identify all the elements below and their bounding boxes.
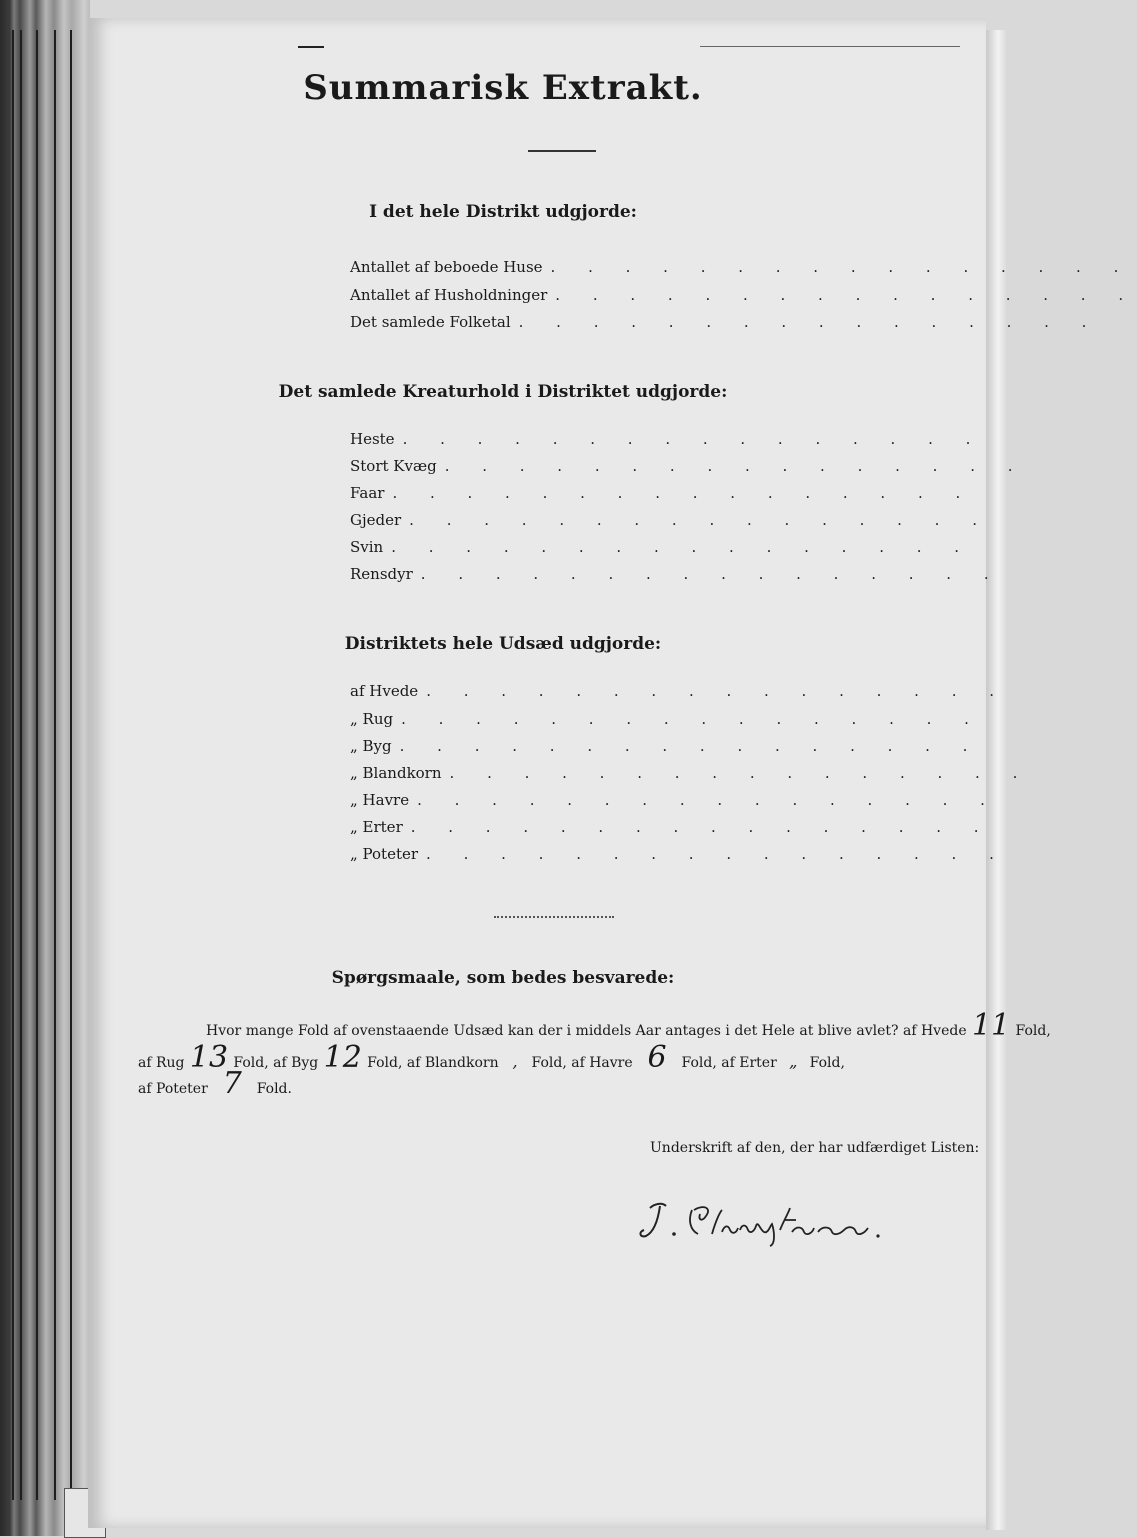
top-rule: [700, 46, 960, 47]
section-heading-seed: Distriktets hele Udsæd udgjorde:: [344, 634, 662, 654]
page-title: Summarisk Extrakt.: [303, 68, 703, 108]
question-line-1: Hvor mange Fold af ovenstaaende Udsæd kan der i middels Aar antages i det Hele at blive avlet? af Hvede 11 Fold,: [206, 1008, 1051, 1043]
top-rule: [298, 46, 324, 48]
list-item: „ Byg . . . . . . . . . . . . . . . .: [350, 737, 982, 755]
list-item: Rensdyr . . . . . . . . . . . . . . . .: [350, 565, 1003, 583]
section-heading-questions: Spørgsmaale, som bedes besvarede:: [331, 968, 675, 988]
list-item: Faar . . . . . . . . . . . . . . . .: [350, 484, 975, 502]
handwritten-signature: [632, 1190, 882, 1250]
title-rule: [528, 150, 596, 152]
handwritten-value: 6: [647, 1040, 667, 1075]
spine-line: [54, 30, 56, 1500]
list-item: „ Erter . . . . . . . . . . . . . . . .: [350, 818, 993, 836]
list-item: Det samlede Folketal . . . . . . . . . . . . . . . .: [350, 313, 1101, 331]
question-line-3: af Poteter 7 Fold.: [138, 1066, 292, 1101]
question-line-2: af Rug 13 Fold, af Byg 12 Fold, af Blandkorn , Fold, af Havre 6 Fold, af Erter „ Fold,: [138, 1040, 845, 1075]
list-item: Gjeder . . . . . . . . . . . . . . . .: [350, 511, 991, 529]
section-divider: [494, 912, 614, 918]
list-item: af Hvede . . . . . . . . . . . . . . . .: [350, 682, 1008, 700]
list-item: Antallet af Husholdninger . . . . . . . . . . . . . . . .: [350, 286, 1137, 304]
list-item: „ Rug . . . . . . . . . . . . . . . .: [350, 710, 983, 728]
spine-line: [70, 30, 72, 1500]
handwritten-value: 13: [189, 1040, 229, 1075]
handwritten-value: 12: [323, 1040, 362, 1075]
book-spine: [0, 0, 90, 1536]
list-item: Antallet af beboede Huse . . . . . . . . . . . . . . . .: [350, 258, 1133, 276]
spine-line: [36, 30, 38, 1500]
list-item: Svin . . . . . . . . . . . . . . . .: [350, 538, 974, 556]
handwritten-value: ,: [512, 1052, 518, 1071]
list-item: Heste . . . . . . . . . . . . . . . .: [350, 430, 985, 448]
section-heading-district: I det hele Distrikt udgjorde:: [369, 202, 637, 222]
signature-label: Underskrift af den, der har udfærdiget Listen:: [650, 1140, 980, 1156]
list-item: „ Havre . . . . . . . . . . . . . . . .: [350, 791, 999, 809]
section-heading-livestock: Det samlede Kreaturhold i Distriktet udgjorde:: [278, 382, 728, 402]
list-item: „ Blandkorn . . . . . . . . . . . . . . . .: [350, 764, 1032, 782]
spine-line: [12, 30, 14, 1500]
list-item: „ Poteter . . . . . . . . . . . . . . . .: [350, 845, 1008, 863]
handwritten-value: 7: [222, 1066, 242, 1101]
spine-line: [20, 30, 22, 1500]
handwritten-value: „: [789, 1052, 798, 1071]
list-item: Stort Kvæg . . . . . . . . . . . . . . . .: [350, 457, 1027, 475]
handwritten-value: 11: [971, 1008, 1011, 1043]
